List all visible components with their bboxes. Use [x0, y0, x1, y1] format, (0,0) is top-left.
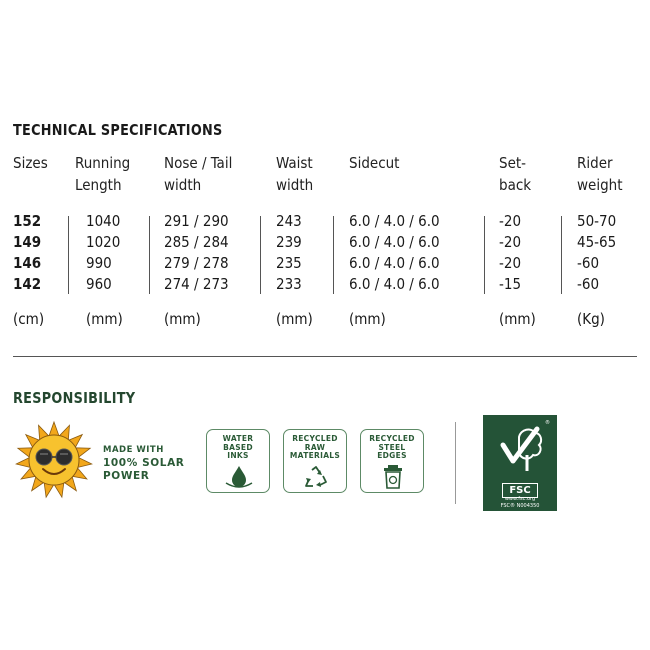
col-header-setback: Set- back [499, 154, 532, 194]
table-cell: -20 [499, 233, 522, 251]
badge-recycled-raw-materials: RECYCLED RAW MATERIALS [283, 429, 347, 493]
table-cell: 6.0 / 4.0 / 6.0 [349, 275, 440, 293]
table-cell: 149 [13, 233, 42, 251]
column-divider [333, 216, 334, 294]
table-cell: 6.0 / 4.0 / 6.0 [349, 212, 440, 230]
table-cell: 152 [13, 212, 42, 230]
section-divider [13, 356, 637, 357]
table-cell: 45-65 [577, 233, 617, 251]
ink-drop-icon [224, 465, 254, 489]
table-cell: 243 [276, 212, 302, 230]
table-cell: 235 [276, 254, 302, 272]
fsc-tree-check-logo [483, 415, 557, 481]
table-cell: 6.0 / 4.0 / 6.0 [349, 233, 440, 251]
column-divider [149, 216, 150, 294]
unit-label: (mm) [276, 310, 313, 328]
recycle-bin-icon [378, 464, 408, 490]
table-cell: 1040 [86, 212, 121, 230]
table-cell: 1020 [86, 233, 121, 251]
col-values-rider-weight [577, 211, 616, 295]
table-cell: 990 [86, 254, 112, 272]
table-cell: -20 [499, 212, 522, 230]
column-divider [260, 216, 261, 294]
table-cell: -15 [499, 275, 522, 293]
col-values-sidecut [349, 211, 440, 295]
unit-label: (mm) [499, 310, 536, 328]
col-header-rider-weight: Rider weight [577, 154, 623, 194]
col-values-nose-tail [164, 211, 229, 295]
table-cell: 142 [13, 275, 42, 293]
smiling-sun-with-sunglasses-icon [10, 420, 98, 500]
unit-label: (mm) [86, 310, 123, 328]
col-header-running-length: Running Length [75, 154, 131, 194]
unit-label: (mm) [349, 310, 386, 328]
col-header-sizes: Sizes [13, 154, 48, 172]
table-cell: -60 [577, 275, 600, 293]
vertical-separator [455, 422, 456, 504]
table-cell: 50-70 [577, 212, 617, 230]
solar-power-text: MADE WITH 100% SOLAR POWER [103, 445, 185, 482]
column-divider [68, 216, 69, 294]
col-values-waist [276, 211, 302, 295]
badge-recycled-steel-edges: RECYCLED STEEL EDGES [360, 429, 424, 493]
table-cell: 285 / 284 [164, 233, 229, 251]
unit-label: (Kg) [577, 310, 605, 328]
table-cell: -20 [499, 254, 522, 272]
table-cell: 146 [13, 254, 42, 272]
table-cell: -60 [577, 254, 600, 272]
col-values-setback [499, 211, 521, 295]
table-cell: 274 / 273 [164, 275, 229, 293]
table-cell: 291 / 290 [164, 212, 229, 230]
col-header-sidecut: Sidecut [349, 154, 400, 172]
col-values-sizes [13, 211, 41, 295]
col-values-running-length [86, 211, 120, 295]
specs-title: TECHNICAL SPECIFICATIONS [13, 121, 223, 139]
table-cell: 233 [276, 275, 302, 293]
badge-water-based-inks: WATER BASED INKS [206, 429, 270, 493]
table-cell: 279 / 278 [164, 254, 229, 272]
table-cell: 239 [276, 233, 302, 251]
table-cell: 960 [86, 275, 112, 293]
table-cell: 6.0 / 4.0 / 6.0 [349, 254, 440, 272]
column-divider [561, 216, 562, 294]
fsc-logo: ® FSC www.fsc.org FSC® N004350 [483, 415, 557, 511]
unit-label: (cm) [13, 310, 45, 328]
unit-label: (mm) [164, 310, 201, 328]
responsibility-title: RESPONSIBILITY [13, 389, 136, 407]
recycle-icon [301, 466, 331, 490]
col-header-waist: Waist width [276, 154, 314, 194]
column-divider [484, 216, 485, 294]
col-header-nose-tail: Nose / Tail width [164, 154, 233, 194]
